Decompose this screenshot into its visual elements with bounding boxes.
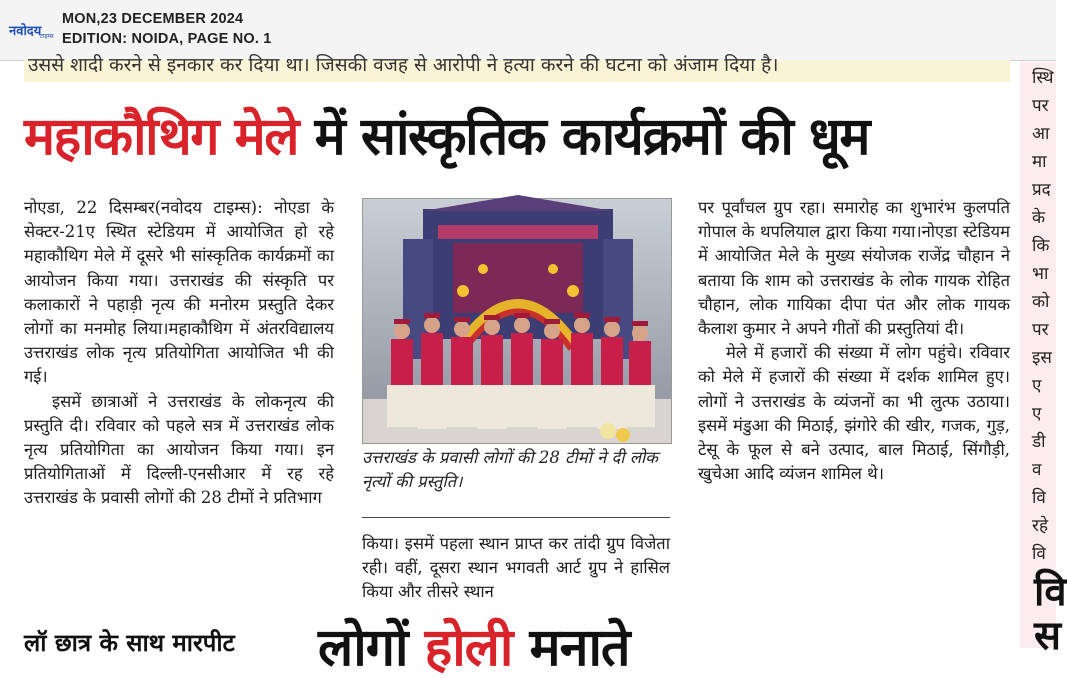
next-article-headline-left: लॉ छात्र के साथ मारपीट	[24, 629, 235, 657]
fragment-line: ए	[1032, 404, 1042, 424]
paragraph: नोएडा, 22 दिसम्बर(नवोदय टाइम्स): नोएडा के सेक्टर-21ए स्थित स्टेडियम में आयोजित हो रहे महाकौथिग मेले में दूसरे भी सांस्कृतिक कार्यक्रमों का आयोजन किया गया। उत्तराखंड की संस्कृति पर कलाकारों ने पहाड़ी नृत्य की मनोरम प्रस्तुति देकर लोगों का मनमोह लिया।महाकौथिग में अंतरविद्यालय उत्तराखंड लोक नृत्य प्रतियोगिता आयोजित भी की गई।	[24, 198, 334, 387]
fragment-line: डी	[1032, 432, 1046, 452]
headline-word: लोगों	[318, 618, 408, 678]
headline-highlight: महाकौथिग मेले	[24, 107, 299, 167]
fragment-line: प्रद	[1032, 180, 1051, 200]
fragment-line: मा	[1032, 152, 1047, 172]
article-headline	[24, 96, 1014, 178]
column-divider	[362, 517, 670, 518]
article-photo	[362, 198, 672, 444]
newspaper-logo	[8, 18, 54, 44]
paragraph: मेले में हजारों की संख्या में लोग पहुंचे। रविवार को मेले में हजारों की संख्या में दर्शक शामिल हुए। लोगों ने उत्तराखंड के व्यंजनों का भी लुत्फ उठाया। इसमें मंडुआ की मिठाई, झंगोरे की खीर, गजक, गुड़, टेसू के फूल से बने उत्पाद, बाल मिठाई, सिंगौड़ी, खुचेआ आदि व्यंजन शामिल थे।	[698, 343, 1010, 484]
next-article-headline-main	[318, 618, 630, 678]
fragment-line: इस	[1032, 348, 1052, 368]
paragraph: पर पूर्वांचल ग्रुप रहा। समारोह का शुभारंभ कुलपति गोपाल के थपलियाल द्वारा किया गया।नोएडा स्टेडियम में आयोजित मेले के मुख्य संयोजक राजेंद्र चौहान ने बताया कि शाम को उत्तराखंड के लोक गायक रोहित चौहान, लोक गायिका दीपा पंत और लोक गायक कैलाश कुमार ने अपने गीतों की प्रस्तुतियां दी।	[698, 198, 1010, 339]
adjacent-article-fragment	[1020, 62, 1067, 659]
headline-word: मनाते	[529, 618, 630, 678]
fragment-line: स्थि	[1032, 68, 1054, 88]
fragment-line: ए	[1032, 376, 1042, 396]
photo-caption: उत्तराखंड के प्रवासी लोगों की 28 टीमों ने दी लोक नृत्यों की प्रस्तुति।	[362, 448, 658, 491]
fragment-line: भा	[1032, 264, 1049, 284]
article-column-2	[362, 532, 670, 605]
fragment-line: को	[1032, 292, 1050, 312]
fragment-line: व	[1032, 460, 1042, 480]
dancers-group	[387, 313, 655, 429]
previous-article-text: उससे शादी करने से इनकार कर दिया था। जिसकी वजह से आरोपी ने हत्या करने की घटना को अंजाम दिया है।	[28, 54, 779, 76]
paragraph: इसमें छात्राओं ने उत्तराखंड के लोकनृत्य की प्रस्तुति दी। रविवार को पहले सत्र में उत्तराखंड लोक नृत्य प्रतियोगिता का आयोजन किया गया। इन प्रतियोगिताओं में दिल्ली-एनसीआर में रह रहे उत्तराखंड के प्रवासी लोगों की 28 टीमों ने प्रतिभाग	[24, 391, 334, 508]
folk-dancers-photo	[363, 199, 671, 443]
paragraph: किया। इसमें पहला स्थान प्राप्त कर तांदी ग्रुप विजेता रही। वहीं, दूसरा स्थान भगवती आर्ट ग्रुप ने हासिल किया और तीसरे स्थान	[362, 534, 670, 602]
edition-date: MON,23 DECEMBER 2024	[62, 11, 244, 27]
fragment-line: रहे	[1032, 516, 1048, 536]
article-column-3	[698, 196, 1010, 486]
edition-meta	[62, 9, 272, 49]
fragment-line: वि	[1032, 488, 1046, 508]
fragment-line: कि	[1032, 236, 1050, 256]
previous-article-tail	[24, 54, 1010, 82]
fragment-line: आ	[1032, 124, 1050, 144]
svg-text:नवोदय: नवोदय	[9, 24, 42, 39]
fragment-heading: स	[1034, 613, 1062, 659]
edition-page: EDITION: NOIDA, PAGE NO. 1	[62, 31, 272, 47]
fragment-line: पर	[1032, 96, 1049, 116]
article-column-1	[24, 196, 334, 511]
fragment-line: के	[1032, 208, 1046, 228]
svg-text:टाइम्स: टाइम्स	[40, 33, 54, 40]
headline-highlight-word: होली	[424, 618, 513, 678]
headline-rest: में सांस्कृतिक कार्यक्रमों की धूम	[314, 107, 870, 167]
fragment-heading: वि	[1034, 569, 1067, 615]
fragment-line: वि	[1032, 544, 1046, 564]
fragment-line: पर	[1032, 320, 1049, 340]
